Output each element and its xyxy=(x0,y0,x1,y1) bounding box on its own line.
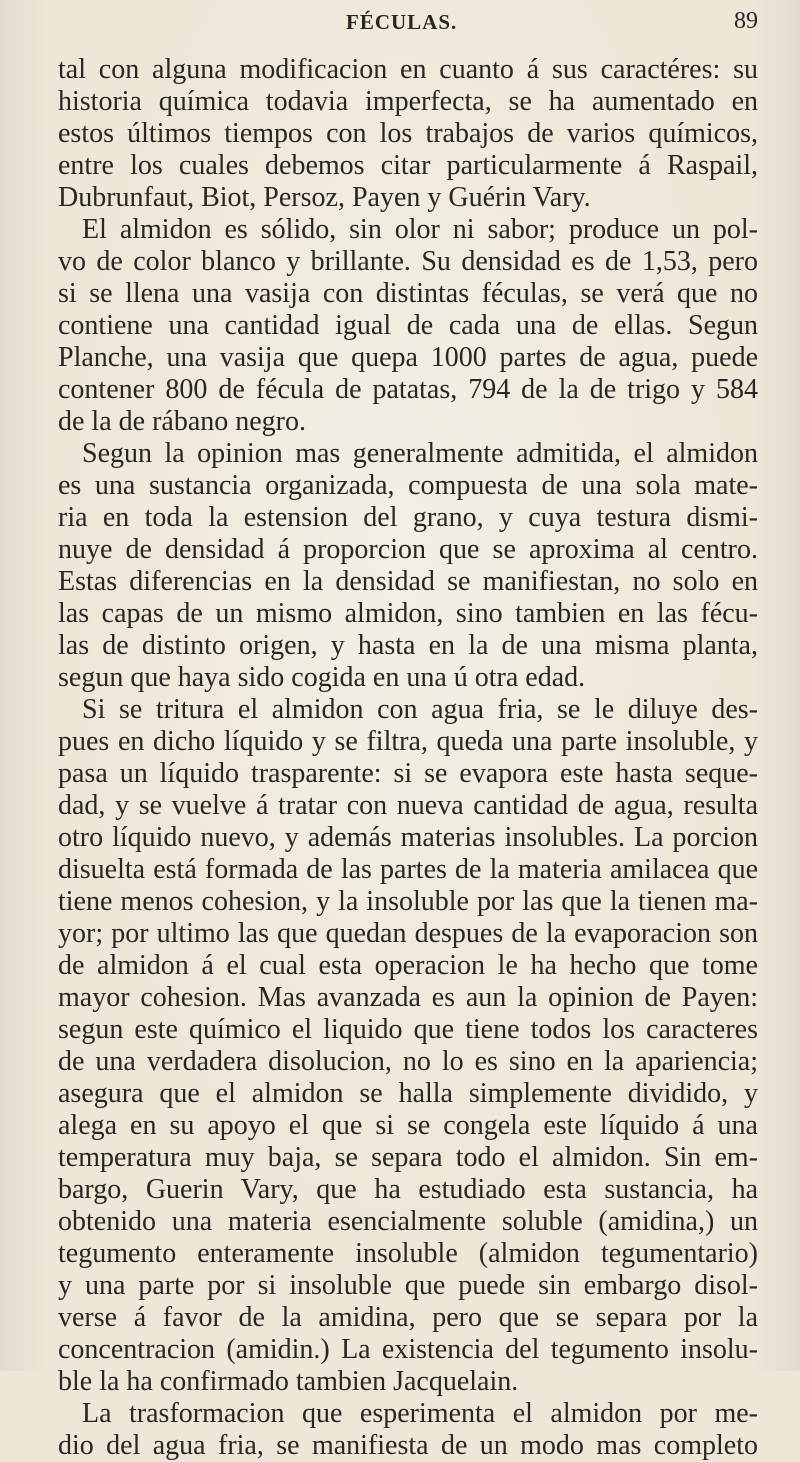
text-line: obtenido una materia esencialmente soluble (amidina,) un xyxy=(58,1206,758,1237)
text-line: Si se tritura el almidon con agua fria, se le diluye des- xyxy=(82,694,758,725)
text-line: vo de color blanco y brillante. Su densidad es de 1,53, pero xyxy=(58,246,758,277)
text-line: tegumento enteramente insoluble (almidon tegumentario) xyxy=(58,1238,758,1269)
text-line: las de distinto origen, y hasta en la de una misma planta, xyxy=(58,630,758,661)
text-line: asegura que el almidon se halla simplemente dividido, y xyxy=(58,1078,758,1109)
text-line: pues en dicho líquido y se filtra, queda una parte insoluble, y xyxy=(58,726,758,757)
text-line: El almidon es sólido, sin olor ni sabor; produce un pol- xyxy=(82,214,758,245)
text-line: otro líquido nuevo, y además materias insolubles. La porcion xyxy=(58,822,758,853)
text-line: de una verdadera disolucion, no lo es sino en la apariencia; xyxy=(58,1046,758,1077)
text-line: dio del agua fria, se manifiesta de un modo mas completo xyxy=(58,1430,758,1461)
text-line: de la de rábano negro. xyxy=(58,406,306,437)
text-line: dad, y se vuelve á tratar con nueva cantidad de agua, resulta xyxy=(58,790,758,821)
text-line: Estas diferencias en la densidad se manifiestan, no solo en xyxy=(58,566,758,597)
text-line: y una parte por si insoluble que puede sin embargo disol- xyxy=(58,1270,758,1301)
text-line: entre los cuales debemos citar particularmente á Raspail, xyxy=(58,150,758,181)
text-line: estos últimos tiempos con los trabajos de varios químicos, xyxy=(58,118,758,149)
text-line: las capas de un mismo almidon, sino tambien en las fécu- xyxy=(58,598,758,629)
text-line: alega en su apoyo el que si se congela este líquido á una xyxy=(58,1110,758,1141)
text-line: temperatura muy baja, se separa todo el almidon. Sin em- xyxy=(58,1142,758,1173)
text-line: bargo, Guerin Vary, que ha estudiado esta sustancia, ha xyxy=(58,1174,758,1205)
text-line: verse á favor de la amidina, pero que se separa por la xyxy=(58,1302,758,1333)
text-line: pasa un líquido trasparente: si se evapora este hasta seque- xyxy=(58,758,758,789)
page-header xyxy=(58,8,758,48)
text-line: mayor cohesion. Mas avanzada es aun la opinion de Payen: xyxy=(58,982,758,1013)
text-line: si se llena una vasija con distintas féculas, se verá que no xyxy=(58,278,758,309)
text-line: tiene menos cohesion, y la insoluble por las que la tienen ma- xyxy=(58,886,758,917)
text-line: historia química todavia imperfecta, se ha aumentado en xyxy=(58,86,758,117)
page-number: 89 xyxy=(734,8,758,34)
text-line: concentracion (amidin.) La existencia del tegumento insolu- xyxy=(58,1334,758,1365)
text-line: yor; por ultimo las que quedan despues de la evaporacion son xyxy=(58,918,758,949)
text-line: tal con alguna modificacion en cuanto á sus caractéres: su xyxy=(58,54,758,85)
text-line: Planche, una vasija que quepa 1000 partes de agua, puede xyxy=(58,342,758,373)
text-line: La trasformacion que esperimenta el almidon por me- xyxy=(82,1398,758,1429)
text-line: Segun la opinion mas generalmente admitida, el almidon xyxy=(82,438,758,469)
body-text xyxy=(58,54,758,1462)
running-title: FÉCULAS. xyxy=(346,10,458,34)
text-line: ble la ha confirmado tambien Jacquelain. xyxy=(58,1366,519,1397)
text-line: de almidon á el cual esta operacion le ha hecho que tome xyxy=(58,950,758,981)
text-line: disuelta está formada de las partes de la materia amilacea que xyxy=(58,854,758,885)
text-line: contener 800 de fécula de patatas, 794 de la de trigo y 584 xyxy=(58,374,758,405)
text-line: segun que haya sido cogida en una ú otra edad. xyxy=(58,662,586,693)
text-line: ria en toda la estension del grano, y cuya testura dismi- xyxy=(58,502,758,533)
text-line: nuye de densidad á proporcion que se aproxima al centro. xyxy=(58,534,758,565)
text-line: Dubrunfaut, Biot, Persoz, Payen y Guérin Vary. xyxy=(58,182,591,213)
text-line: contiene una cantidad igual de cada una de ellas. Segun xyxy=(58,310,758,341)
text-line: segun este químico el liquido que tiene todos los caracteres xyxy=(58,1014,758,1045)
text-line: es una sustancia organizada, compuesta de una sola mate- xyxy=(58,470,758,501)
